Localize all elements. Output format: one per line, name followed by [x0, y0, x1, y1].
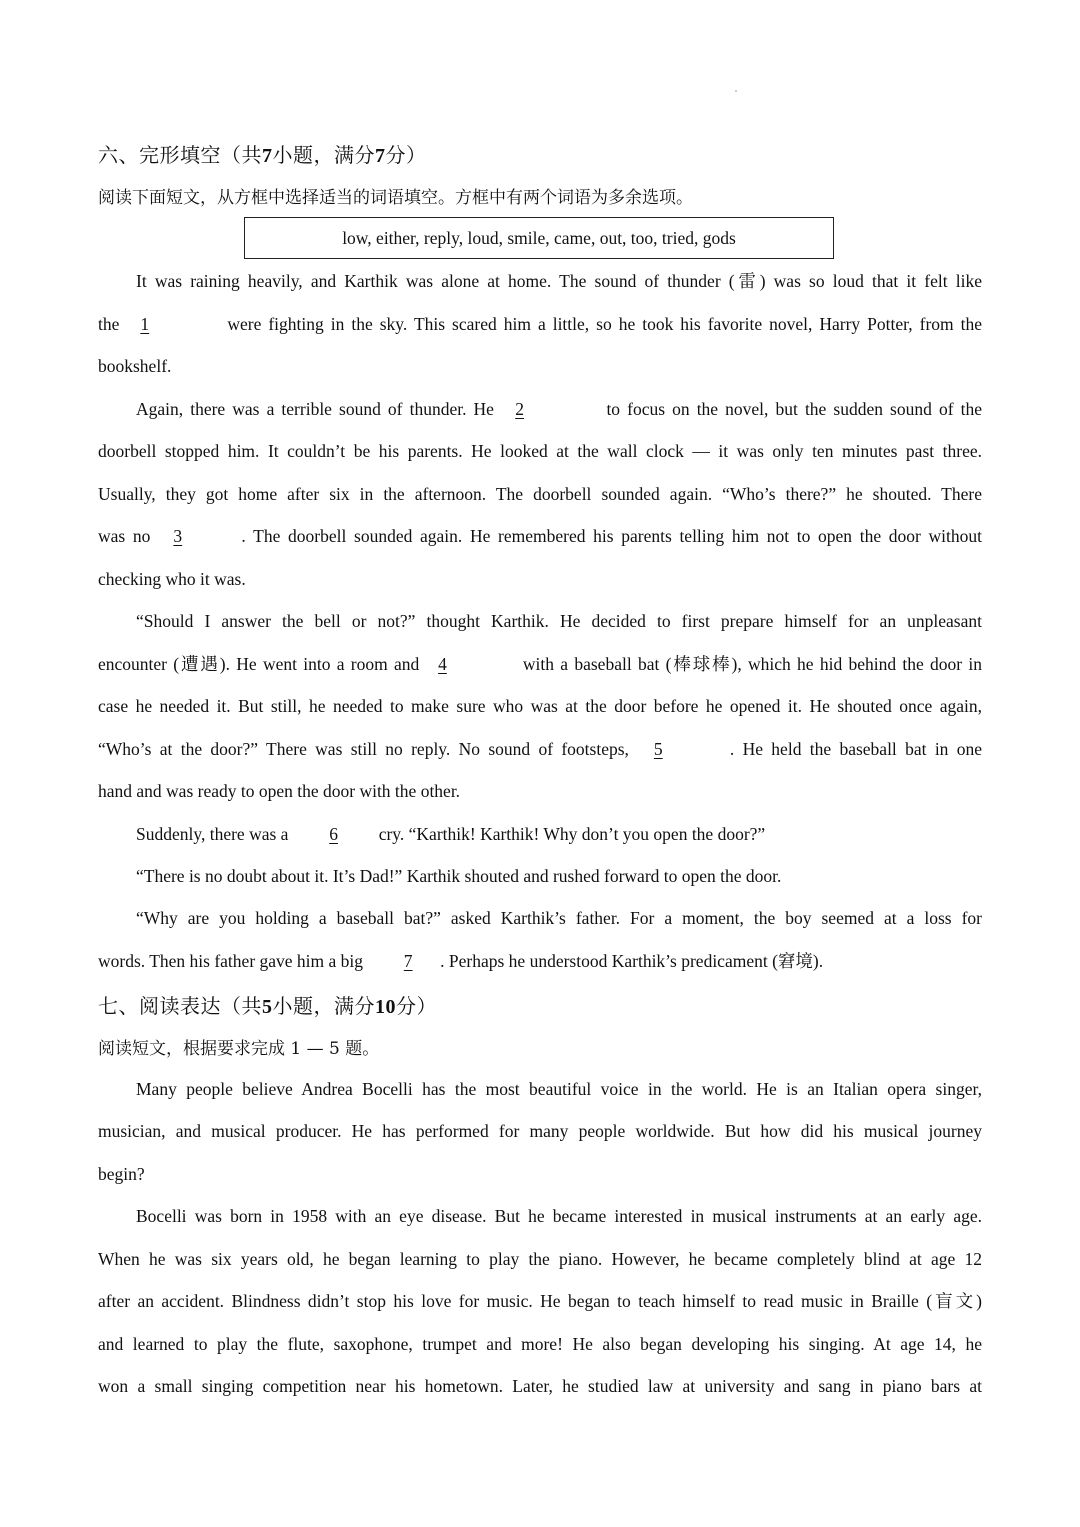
- section-6-heading: 六、完形填空（共7小题，满分7分）: [98, 143, 427, 167]
- passage-line: bookshelf.: [98, 356, 172, 376]
- passage-line: Bocelli was born in 1958 with an eye disease. But he became interested in musical instruments at an early age.: [136, 1206, 982, 1226]
- passage-line: Usually, they got home after six in the afternoon. The doorbell sounded again. “Who’s there?” he shouted. There: [98, 484, 982, 504]
- passage-line: begin?: [98, 1164, 145, 1184]
- passage-line: encounter (遭遇). He went into a room and 4 with a baseball bat (棒球棒), which he hid behind the door in: [98, 650, 982, 678]
- passage-line: and learned to play the flute, saxophone, trumpet and more! He also began developing his singing. At age 14, he: [98, 1334, 982, 1354]
- passage-line: checking who it was.: [98, 569, 246, 589]
- blank-7[interactable]: 7: [403, 951, 413, 971]
- passage-line: after an accident. Blindness didn’t stop his love for music. He began to teach himself to read music in Braille (盲文): [98, 1291, 982, 1311]
- passage-line: “Who’s at the door?” There was still no reply. No sound of footsteps, 5 . He held the baseball bat in one: [98, 735, 982, 763]
- passage-line: Many people believe Andrea Bocelli has the most beautiful voice in the world. He is an Italian opera singer,: [136, 1079, 982, 1099]
- passage-line: the 1 were fighting in the sky. This scared him a little, so he took his favorite novel, Harry Potter, from the: [98, 310, 982, 338]
- passage-line: “Why are you holding a baseball bat?” asked Karthik’s father. For a moment, the boy seemed at a loss for: [136, 908, 982, 928]
- passage-line: musician, and musical producer. He has performed for many people worldwide. But how did his musical journey: [98, 1121, 982, 1141]
- section-6-instruction: 阅读下面短文，从方框中选择适当的词语填空。方框中有两个词语为多余选项。: [98, 188, 693, 208]
- section-7-heading: 七、阅读表达（共5小题，满分10分）: [98, 994, 437, 1018]
- blank-1[interactable]: 1: [140, 314, 150, 334]
- passage-line: Suddenly, there was a 6 cry. “Karthik! Karthik! Why don’t you open the door?”: [136, 820, 982, 848]
- passage-line: words. Then his father gave him a big 7 . Perhaps he understood Karthik’s predicament (窘境).: [98, 947, 982, 975]
- blank-6[interactable]: 6: [329, 824, 338, 844]
- word-bank-box: low, either, reply, loud, smile, came, out, too, tried, gods: [244, 217, 834, 259]
- passage-line: “There is no doubt about it. It’s Dad!” Karthik shouted and rushed forward to open the door.: [136, 866, 782, 886]
- passage-line: hand and was ready to open the door with the other.: [98, 781, 461, 801]
- passage-line: When he was six years old, he began learning to play the piano. However, he became completely blind at age 12: [98, 1249, 982, 1269]
- passage-line: won a small singing competition near his hometown. Later, he studied law at university and sang in piano bars at: [98, 1376, 982, 1396]
- blank-5[interactable]: 5: [653, 739, 663, 759]
- passage-line: doorbell stopped him. It couldn’t be his parents. He looked at the wall clock — it was only ten minutes past three.: [98, 441, 982, 461]
- blank-3[interactable]: 3: [173, 526, 183, 546]
- passage-line: “Should I answer the bell or not?” thought Karthik. He decided to first prepare himself for an unpleasant: [136, 611, 982, 631]
- blank-2[interactable]: 2: [515, 399, 524, 419]
- passage-line: Again, there was a terrible sound of thunder. He 2 to focus on the novel, but the sudden sound of the: [136, 395, 982, 423]
- scan-speck: [735, 90, 737, 92]
- passage-line: case he needed it. But still, he needed to make sure who was at the door before he opened it. He shouted once again,: [98, 696, 982, 716]
- passage-line: was no 3 . The doorbell sounded again. He remembered his parents telling him not to open the door without: [98, 522, 982, 550]
- blank-4[interactable]: 4: [438, 654, 447, 674]
- passage-line: It was raining heavily, and Karthik was alone at home. The sound of thunder (雷) was so loud that it felt like: [136, 271, 982, 291]
- section-7-instruction: 阅读短文，根据要求完成 1 — 5 题。: [98, 1039, 380, 1059]
